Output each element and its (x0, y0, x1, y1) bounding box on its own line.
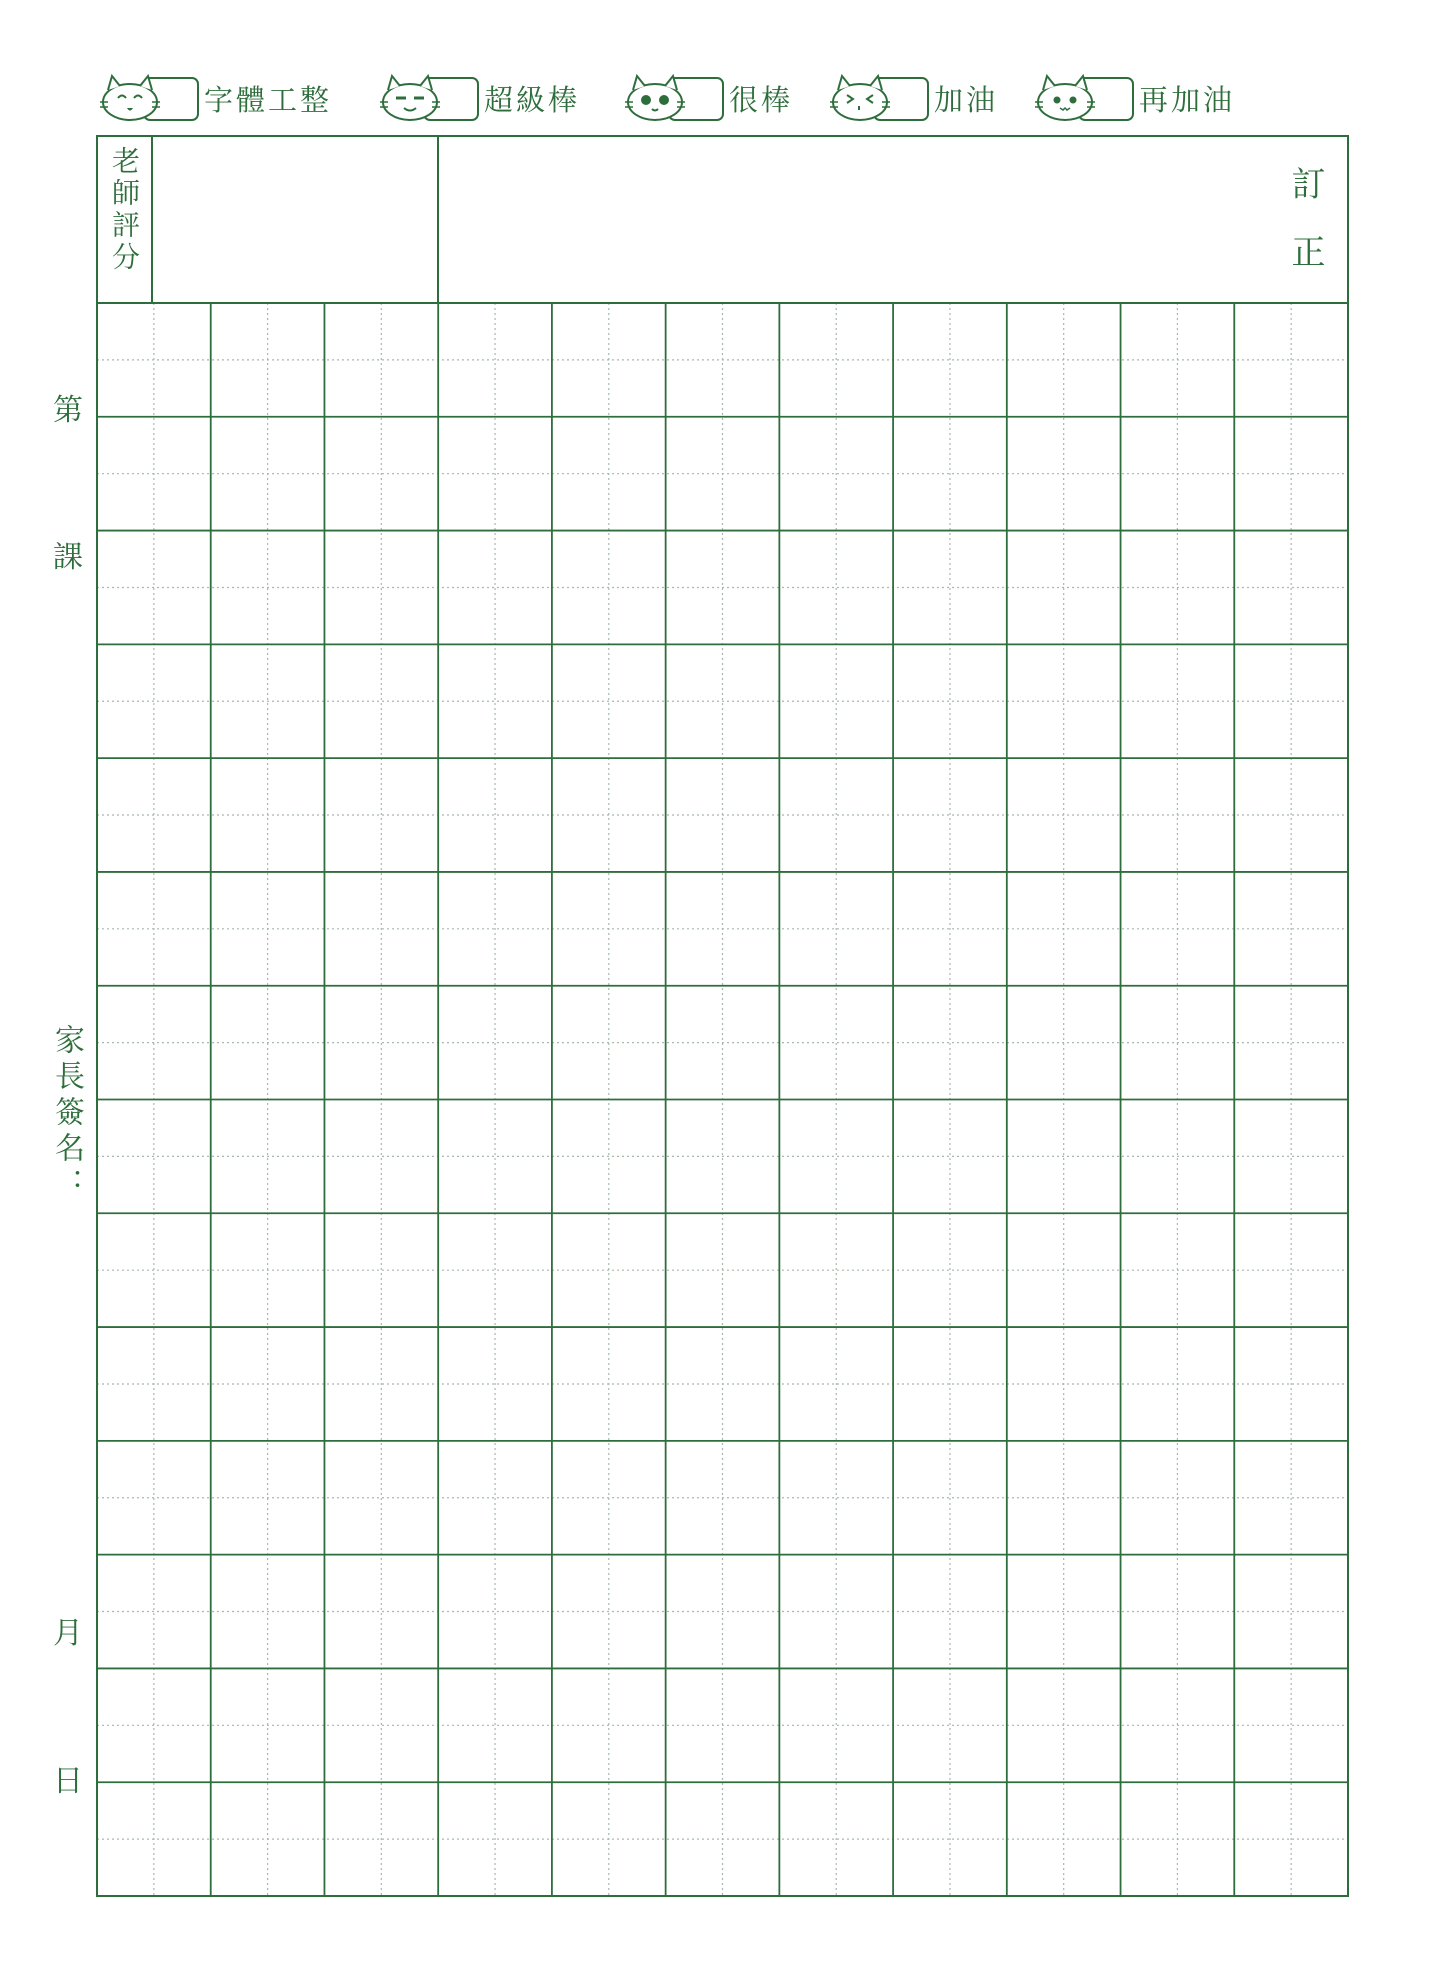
writing-cell[interactable] (97, 872, 211, 986)
writing-cell[interactable] (552, 1213, 666, 1327)
writing-cell[interactable] (1121, 417, 1235, 531)
correction-label: 訂正 (1285, 166, 1325, 302)
rating-item-1[interactable] (100, 68, 332, 128)
writing-cell[interactable] (1234, 644, 1348, 758)
rating-label: 很棒 (729, 82, 794, 117)
writing-cell[interactable] (779, 1555, 893, 1669)
writing-cell[interactable] (438, 1213, 552, 1327)
writing-cell[interactable] (211, 986, 325, 1100)
writing-cell[interactable] (1234, 1782, 1348, 1896)
writing-cell[interactable] (97, 417, 211, 531)
writing-grid (96, 135, 1349, 1897)
writing-cell[interactable] (552, 1327, 666, 1441)
writing-cell[interactable] (211, 1782, 325, 1896)
writing-cell[interactable] (97, 758, 211, 872)
parent-signature-label: 家長簽名： (49, 1024, 84, 1204)
writing-cell[interactable] (893, 1555, 1007, 1669)
writing-cell[interactable] (438, 644, 552, 758)
writing-cell[interactable] (1121, 1327, 1235, 1441)
writing-cell[interactable] (1007, 1668, 1121, 1782)
writing-cell[interactable] (1007, 531, 1121, 645)
writing-cell[interactable] (779, 1668, 893, 1782)
writing-cell[interactable] (1121, 1441, 1235, 1555)
writing-cell[interactable] (1234, 872, 1348, 986)
writing-cell[interactable] (779, 303, 893, 417)
writing-cell[interactable] (324, 758, 438, 872)
rating-scale (100, 68, 1300, 128)
writing-cell[interactable] (1007, 1327, 1121, 1441)
writing-cell[interactable] (1121, 1555, 1235, 1669)
writing-cell[interactable] (438, 1327, 552, 1441)
writing-cell[interactable] (552, 872, 666, 986)
teacher-score-label: 老師評分 (108, 146, 141, 274)
rating-label: 加油 (934, 82, 999, 117)
writing-cell[interactable] (324, 531, 438, 645)
writing-cell[interactable] (1121, 303, 1235, 417)
writing-cell[interactable] (324, 1327, 438, 1441)
writing-cell[interactable] (1234, 1668, 1348, 1782)
writing-cell[interactable] (324, 1555, 438, 1669)
day-label: 日 (53, 1764, 83, 1799)
writing-cell[interactable] (438, 1555, 552, 1669)
writing-cell[interactable] (779, 872, 893, 986)
writing-cell[interactable] (97, 303, 211, 417)
rating-item-5[interactable] (1035, 68, 1235, 128)
writing-cell[interactable] (552, 417, 666, 531)
writing-cell[interactable] (779, 644, 893, 758)
writing-cell[interactable] (893, 1668, 1007, 1782)
writing-cell[interactable] (438, 1782, 552, 1896)
writing-cell[interactable] (1121, 531, 1235, 645)
writing-cell[interactable] (1234, 303, 1348, 417)
writing-cell[interactable] (552, 644, 666, 758)
writing-cell[interactable] (893, 872, 1007, 986)
writing-cell[interactable] (1007, 1100, 1121, 1214)
writing-cell[interactable] (324, 872, 438, 986)
writing-cell[interactable] (1121, 644, 1235, 758)
writing-cell[interactable] (779, 758, 893, 872)
writing-cell[interactable] (666, 1668, 780, 1782)
writing-cell[interactable] (1234, 1213, 1348, 1327)
writing-cell[interactable] (324, 1213, 438, 1327)
cat-wide-eyes-icon (625, 72, 725, 124)
writing-cell[interactable] (893, 1782, 1007, 1896)
writing-cell[interactable] (211, 872, 325, 986)
writing-cell[interactable] (1234, 531, 1348, 645)
writing-cell[interactable] (666, 986, 780, 1100)
writing-cell[interactable] (1121, 758, 1235, 872)
writing-cell[interactable] (211, 417, 325, 531)
writing-cell[interactable] (666, 1782, 780, 1896)
writing-cell[interactable] (324, 1100, 438, 1214)
writing-cell[interactable] (211, 303, 325, 417)
rating-label: 再加油 (1139, 82, 1236, 117)
writing-cell[interactable] (211, 1327, 325, 1441)
writing-cell[interactable] (211, 1555, 325, 1669)
rating-label: 超級棒 (484, 82, 581, 117)
writing-cell[interactable] (1007, 417, 1121, 531)
teacher-score-box[interactable] (152, 136, 438, 303)
writing-cell[interactable] (1007, 872, 1121, 986)
writing-cell[interactable] (97, 644, 211, 758)
writing-cell[interactable] (211, 758, 325, 872)
writing-cell[interactable] (666, 1213, 780, 1327)
writing-cell[interactable] (893, 303, 1007, 417)
lesson-suffix-label: 課 (53, 540, 83, 575)
writing-cell[interactable] (893, 644, 1007, 758)
writing-cell[interactable] (893, 1327, 1007, 1441)
writing-cell[interactable] (666, 758, 780, 872)
writing-cell[interactable] (1234, 417, 1348, 531)
writing-cell[interactable] (97, 1100, 211, 1214)
writing-cell[interactable] (324, 303, 438, 417)
writing-cell[interactable] (666, 303, 780, 417)
writing-cell[interactable] (1234, 986, 1348, 1100)
writing-cell[interactable] (1121, 1213, 1235, 1327)
writing-cell[interactable] (211, 644, 325, 758)
writing-cell[interactable] (324, 1668, 438, 1782)
writing-cell[interactable] (1007, 303, 1121, 417)
writing-cell[interactable] (666, 1555, 780, 1669)
writing-cell[interactable] (324, 986, 438, 1100)
cat-squint-icon (830, 72, 930, 124)
writing-cell[interactable] (1007, 1213, 1121, 1327)
writing-cell[interactable] (779, 986, 893, 1100)
writing-cell[interactable] (1007, 1555, 1121, 1669)
writing-cell[interactable] (1007, 758, 1121, 872)
writing-cell[interactable] (666, 417, 780, 531)
writing-cell[interactable] (97, 531, 211, 645)
writing-cell[interactable] (324, 1441, 438, 1555)
writing-cell[interactable] (97, 1668, 211, 1782)
writing-cell[interactable] (552, 1441, 666, 1555)
writing-cell[interactable] (552, 531, 666, 645)
writing-cell[interactable] (893, 531, 1007, 645)
writing-cell[interactable] (1234, 1327, 1348, 1441)
writing-cell[interactable] (552, 1668, 666, 1782)
writing-cell[interactable] (438, 1100, 552, 1214)
writing-cell[interactable] (893, 417, 1007, 531)
writing-cell[interactable] (1007, 986, 1121, 1100)
writing-cell[interactable] (211, 1668, 325, 1782)
writing-cell[interactable] (552, 1782, 666, 1896)
month-label: 月 (53, 1616, 83, 1651)
writing-cell[interactable] (552, 758, 666, 872)
correction-box[interactable] (438, 136, 1348, 303)
writing-cell[interactable] (438, 303, 552, 417)
writing-cell[interactable] (438, 531, 552, 645)
writing-cell[interactable] (1121, 1782, 1235, 1896)
writing-cell[interactable] (438, 758, 552, 872)
writing-cell[interactable] (666, 872, 780, 986)
writing-cell[interactable] (1234, 1555, 1348, 1669)
writing-cell[interactable] (779, 1441, 893, 1555)
rating-label: 字體工整 (204, 82, 333, 117)
writing-cell[interactable] (779, 1100, 893, 1214)
writing-cell[interactable] (324, 417, 438, 531)
writing-sheet (96, 135, 1349, 1897)
writing-cell[interactable] (666, 531, 780, 645)
writing-cell[interactable] (666, 1441, 780, 1555)
writing-cell[interactable] (552, 986, 666, 1100)
rating-item-2[interactable] (380, 68, 580, 128)
lesson-prefix-label: 第 (53, 393, 83, 428)
writing-cell[interactable] (438, 1668, 552, 1782)
writing-cell[interactable] (211, 531, 325, 645)
writing-cell[interactable] (666, 1100, 780, 1214)
writing-cell[interactable] (324, 1782, 438, 1896)
writing-cell[interactable] (1234, 1100, 1348, 1214)
rating-item-4[interactable] (830, 68, 998, 128)
writing-cell[interactable] (893, 1100, 1007, 1214)
writing-cell[interactable] (97, 1441, 211, 1555)
writing-cell[interactable] (324, 644, 438, 758)
writing-cell[interactable] (893, 986, 1007, 1100)
writing-cell[interactable] (1121, 872, 1235, 986)
cat-calm-icon (1035, 72, 1135, 124)
writing-cell[interactable] (211, 1100, 325, 1214)
cat-happy-icon (100, 72, 200, 124)
writing-cell[interactable] (211, 1213, 325, 1327)
writing-cell[interactable] (1234, 758, 1348, 872)
writing-cell[interactable] (1007, 644, 1121, 758)
writing-cell[interactable] (1121, 986, 1235, 1100)
writing-cell[interactable] (438, 1441, 552, 1555)
writing-cell[interactable] (666, 644, 780, 758)
writing-cell[interactable] (211, 1441, 325, 1555)
writing-cell[interactable] (438, 417, 552, 531)
writing-cell[interactable] (97, 1555, 211, 1669)
writing-cell[interactable] (438, 986, 552, 1100)
writing-cell[interactable] (893, 1213, 1007, 1327)
writing-cell[interactable] (97, 1327, 211, 1441)
writing-cell[interactable] (552, 1555, 666, 1669)
writing-cell[interactable] (893, 758, 1007, 872)
writing-cell[interactable] (97, 1213, 211, 1327)
writing-cell[interactable] (779, 1782, 893, 1896)
writing-cell[interactable] (779, 1213, 893, 1327)
writing-cell[interactable] (97, 986, 211, 1100)
writing-cell[interactable] (1007, 1782, 1121, 1896)
cat-smug-icon (380, 72, 480, 124)
writing-cell[interactable] (779, 1327, 893, 1441)
rating-item-3[interactable] (625, 68, 793, 128)
writing-cell[interactable] (1121, 1668, 1235, 1782)
writing-cell[interactable] (1234, 1441, 1348, 1555)
writing-cell[interactable] (893, 1441, 1007, 1555)
writing-cell[interactable] (552, 1100, 666, 1214)
writing-cell[interactable] (97, 1782, 211, 1896)
writing-cell[interactable] (666, 1327, 780, 1441)
writing-cell[interactable] (779, 531, 893, 645)
writing-cell[interactable] (1007, 1441, 1121, 1555)
writing-cell[interactable] (552, 303, 666, 417)
writing-cell[interactable] (1121, 1100, 1235, 1214)
writing-cell[interactable] (779, 417, 893, 531)
writing-cell[interactable] (438, 872, 552, 986)
